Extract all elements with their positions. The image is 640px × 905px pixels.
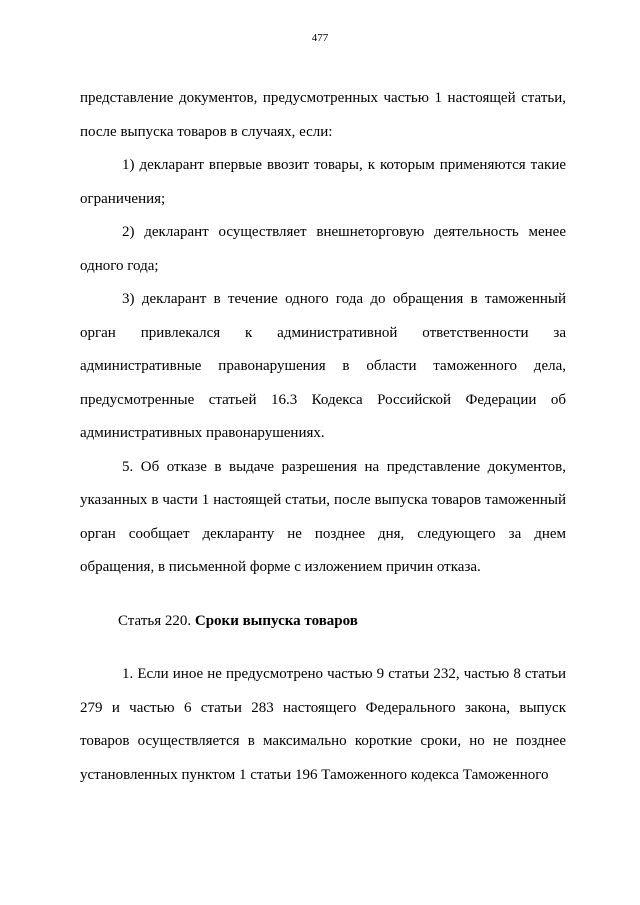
article-title: Сроки выпуска товаров — [194, 612, 358, 629]
paragraph-continuation: представление документов, предусмотренных частью 1 настоящей статьи, после выпуска товаров в случаях, если: — [80, 90, 566, 140]
list-item-3: 3) декларант в течение одного года до обращения в таможенный орган привлекался к административной ответственности за административные правонарушения в области таможенного дела, предусмотренные статьей 16.3 Кодекса Российской Федерации об административных правонарушениях. — [80, 291, 566, 441]
article-number: Статья 220. — [118, 612, 195, 629]
document-body — [80, 82, 566, 792]
article-heading — [80, 605, 566, 639]
paragraph-5: 5. Об отказе в выдаче разрешения на представление документов, указанных в части 1 настоящей статьи, после выпуска товаров таможенный орган сообщает декларанту не позднее дня, следующего за днем обращения, в письменной форме с изложением причин отказа. — [80, 458, 566, 575]
list-item-2: 2) декларант осуществляет внешнеторговую деятельность менее одного года; — [80, 224, 566, 274]
page-number: 477 — [311, 32, 329, 44]
list-item-1: 1) декларант впервые ввозит товары, к которым применяются такие ограничения; — [80, 157, 566, 207]
article-paragraph-1: 1. Если иное не предусмотрено частью 9 статьи 232, частью 8 статьи 279 и частью 6 статьи 283 настоящего Федерального закона, выпуск товаров осуществляется в максимально короткие сроки, но не позднее установленных пунктом 1 статьи 196 Таможенного кодекса Таможенного — [80, 666, 566, 783]
